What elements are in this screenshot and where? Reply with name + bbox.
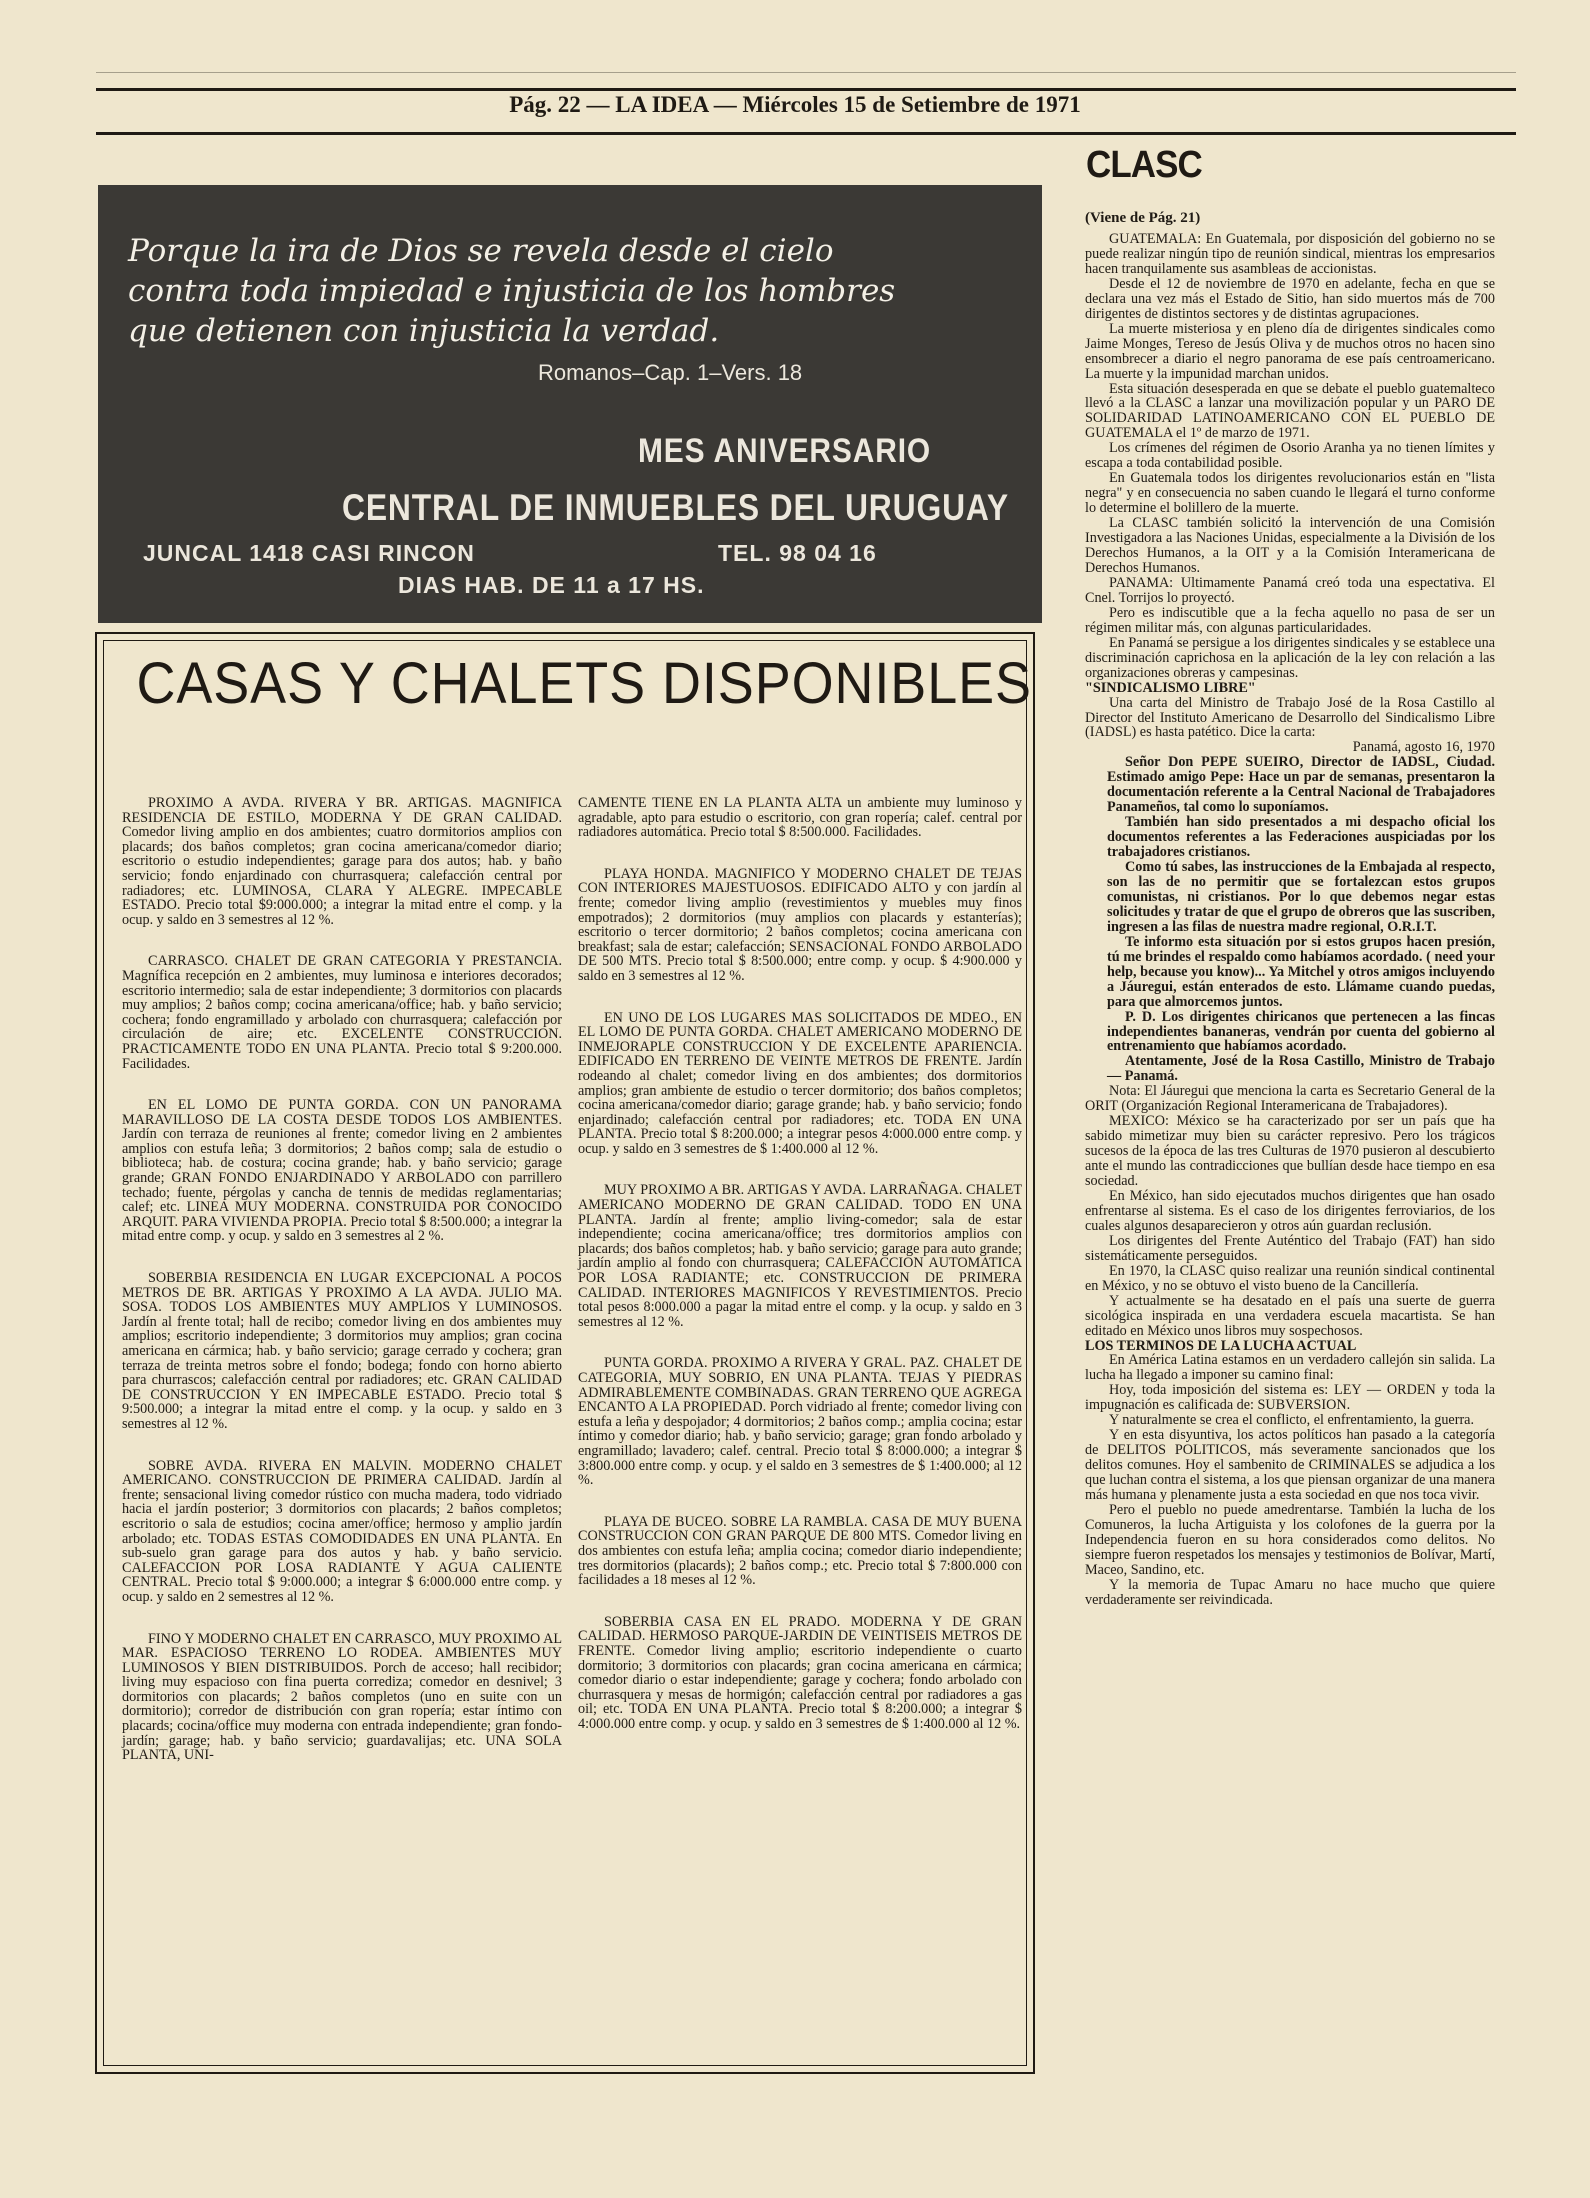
article-paragraph: Una carta del Ministro de Trabajo José de la Rosa Castillo al Director del Instituto Americano de Desarrollo del Sindicalismo Libre (IADSL) es hasta patético. Dice la carta:	[1085, 694, 1495, 741]
article-paragraph: Nota: El Jáuregui que menciona la carta es Secretario General de la ORIT (Organización Regional Interamericana de Trabajadores).	[1085, 1083, 1495, 1115]
listing-item: PROXIMO A AVDA. RIVERA Y BR. ARTIGAS. MAGNIFICA RESIDENCIA DE ESTILO, MODERNA Y DE GRAN CALIDAD. Comedor living amplio en dos ambientes; cuatro dormitorios amplios con placards; dos baños completos; gran cocina americana/comedor diario; escritorio o estudio independientes; garage para dos autos; hab. y baño servicio; fondo enjardinado con churrasquera; calefacción central por radiadores; etc. LUMINOSA, CLARA Y ALEGRE. IMPECABLE ESTADO. Precio total $9:000.000; a integrar la mitad entre el comp. y la ocup. y saldo en 3 semestres al 12 %.	[122, 795, 562, 928]
article-paragraph: Y naturalmente se crea el conflicto, el enfrentamiento, la guerra.	[1109, 1412, 1475, 1429]
article-paragraph: Y la memoria de Tupac Amaru no hace mucho que quiere verdaderamente ser reivindicada.	[1085, 1576, 1495, 1608]
letter-paragraph: Como tú sabes, las instrucciones de la Embajada al respecto, son las de no permitir que se fortalezcan estos grupos comunistas, ni cristianos. Por lo que debemos negar estas solicitudes y tratar de que el grupo de obreros que las suscriben, ingresen a las filas de nuestra madre regional, O.R.I.T.	[1107, 859, 1495, 935]
ad-verse-line: contra toda impiedad e injusticia de los hombres	[128, 273, 896, 309]
article-paragraph: Desde el 12 de noviembre de 1970 en adelante, fecha en que se declara una vez más el Estado de Sitio, han sido muertos más de 700 dirigentes de distintos sectores y de distintas agrupaciones.	[1085, 275, 1495, 322]
ad-verse-line: que detienen con injusticia la verdad.	[128, 313, 720, 349]
article-paragraph: En 1970, la CLASC quiso realizar una reunión sindical continental en México, y no se obtuvo el visto bueno de la Cancillería.	[1085, 1262, 1495, 1294]
article-paragraph: En Guatemala todos los dirigentes revolucionarios están en "lista negra" y en consecuencia no saben cuando le llegará el turno conforme lo determine el bolillero de la muerte.	[1085, 470, 1495, 517]
ad-phone: TEL. 98 04 16	[718, 540, 877, 566]
article-subheading: "SINDICALISMO LIBRE"	[1085, 679, 1256, 696]
article-paragraph: Pero el pueblo no puede amedrentarse. También la lucha de los Comuneros, la lucha Artiguista y los colofones de la guerra por la Independencia fueron en su hora considerados como delitos. No siempre fueron respetados los mensajes y testimonios de Bolívar, Martí, Maceo, Sandino, etc.	[1085, 1502, 1495, 1578]
letter-paragraph: Te informo esta situación por si estos grupos hacen presión, tú me brindes el respaldo como habíamos acordado. ( need your help, because you know)... Ya Mitchel y otros amigos incluyendo a Jáuregui, están enterados de esto. Llámame cuando puedas, para que almorcemos juntos.	[1107, 933, 1495, 1010]
listing-item: MUY PROXIMO A BR. ARTIGAS Y AVDA. LARRAÑAGA. CHALET AMERICANO MODERNO DE GRAN CALIDAD. TODO EN UNA PLANTA. Jardín al frente; amplio living-comedor; sala de estar independiente; cocina americana/office; tres dormitorios amplios con placards; dos baños completos; hab. y baño servicio; garage para auto grande; jardín amplio al fondo con churrasquera; CALEFACCION AUTOMATICA POR LOSA RADIANTE; etc. CONSTRUCCION DE PRIMERA CALIDAD. INTERIORES MAGNIFICOS Y REVESTIMIENTOS. Precio total pesos 8:000.000 a pagar la mitad entre el comp. y la ocup. y saldo en 3 semestres al 12 %.	[578, 1182, 1022, 1330]
ad-address: JUNCAL 1418 CASI RINCON	[143, 540, 475, 566]
article-body	[1085, 232, 1495, 1608]
article-subheading: LOS TERMINOS DE LA LUCHA ACTUAL	[1085, 1337, 1357, 1354]
article-paragraph: Hoy, toda imposición del sistema es: LEY — ORDEN y toda la impugnación es calificada de: SUBVERSION.	[1085, 1382, 1495, 1414]
letter-date: Panamá, agosto 16, 1970	[1352, 739, 1495, 756]
listing-item: SOBERBIA RESIDENCIA EN LUGAR EXCEPCIONAL A POCOS METROS DE BR. ARTIGAS Y PROXIMO A LA AVDA. JULIO MA. SOSA. TODOS LOS AMBIENTES MUY AMPLIOS Y LUMINOSOS. Jardín al frente total; hall de recibo; comedor living en dos ambientes muy amplios; escritorio independiente; 3 dormitorios muy amplios; gran cocina americana en cármica; hab. y baño servicio; garage cerrado y cochera; gran terraza de treinta metros sobre el fondo; bodega; fondo con horno abierto para churrascos; calefacción central por radiadores; etc. GRAN CALIDAD DE CONSTRUCCION Y EN IMPECABLE ESTADO. Precio total $ 9:500.000; a integrar la mitad entre el comp. y la ocup. y saldo en 3 semestres al 12 %.	[122, 1270, 562, 1432]
article-paragraph: En Panamá se persigue a los dirigentes sindicales y se establece una discriminación caprichosa en la aplicación de la ley con relación a las organizaciones obreras y campesinas.	[1085, 634, 1495, 681]
page-header: Pág. 22 — LA IDEA — Miércoles 15 de Setiembre de 1971	[509, 92, 1081, 117]
listing-item: PUNTA GORDA. PROXIMO A RIVERA Y GRAL. PAZ. CHALET DE CATEGORIA, MUY SOBRIO, EN UNA PLANTA. TEJAS Y PIEDRAS ADMIRABLEMENTE COMBINADAS. GRAN TERRENO QUE AGREGA ENCANTO A LA PROPIEDAD. Porch vidriado al frente; comedor living con estufa a leña y despojador; 4 dormitorios; 2 baños comp.; amplia cocina; estar íntimo y comedor diario; hab. y baño servicio; garage; gran fondo arbolado y engramillado; lavadero; calef. central. Precio total $ 8:000.000; a integrar $ 3:800.000 entre comp. y ocup. y el saldo en 3 semestres de $ 1:400.000; al 12 %.	[578, 1355, 1022, 1489]
listing-item: CAMENTE TIENE EN LA PLANTA ALTA un ambiente muy luminoso y agradable, apto para estudio o escritorio, con gran ropería; calef. central por radiadores automática. Precio total $ 8:500.000. Facilidades.	[578, 795, 1022, 841]
article-paragraph: Y actualmente se ha desatado en el país una suerte de guerra sicológica inspirada en una verdadera escuela macartista. Se han editado en México unos libros muy sospechosos.	[1085, 1292, 1495, 1339]
listings-left-column	[122, 796, 562, 1790]
top-faint-rule	[96, 72, 1516, 73]
letter-paragraph: También han sido presentados a mi despacho oficial los documentos referentes a las Federaciones auspiciadas por los trabajadores cristianos.	[1107, 814, 1495, 861]
letter-paragraph: P. D. Los dirigentes chiricanos que pertenecen a las fincas independientes bananeras, vendrán por cuenta del gobierno al entrenamiento que habíamos acordado.	[1107, 1008, 1495, 1055]
article-paragraph: Los crímenes del régimen de Osorio Aranha ya no tienen límites y escapa a toda contabilidad posible.	[1085, 440, 1495, 472]
header-rule-bottom	[96, 132, 1516, 135]
listings-middle-column	[578, 796, 1022, 1758]
listing-item: SOBERBIA CASA EN EL PRADO. MODERNA Y DE GRAN CALIDAD. HERMOSO PARQUE-JARDIN DE VEINTISEIS METROS DE FRENTE. Comedor living amplio; escritorio independiente o cuarto dormitorio; 3 dormitorios con placards; gran cocina americana en cármica; comedor diario o estar independiente; garage y cochera; fondo arbolado con churrasquera y mesas de hormigón; calefacción central por radiadores a gas oil; etc. TODA EN UNA PLANTA. Precio total $ 8:200.000; a integrar $ 4:000.000 entre comp. y ocup. y saldo en 3 semestres de $ 1:400.000 al 12 %.	[578, 1613, 1022, 1732]
listing-item: SOBRE AVDA. RIVERA EN MALVIN. MODERNO CHALET AMERICANO. CONSTRUCCION DE PRIMERA CALIDAD. Jardín al frente; sensacional living comedor rústico con mucha madera, todo vidriado hacia el jardín posterior; 3 dormitorios con placards; 2 baños completos; escritorio o sala de estudios; cocina amer/office; hermoso y amplio jardín arbolado; etc. TODAS ESTAS COMODIDADES EN UNA PLANTA. En sub-suelo gran garage para dos autos y hab. y baño servicio. CALEFACCION POR LOSA RADIANTE Y AGUA CALIENTE CENTRAL. Precio total $ 9:000.000; a integrar $ 6:000.000 entre comp. y ocup. y saldo en 2 semestres al 12 %.	[122, 1457, 562, 1605]
listing-item: PLAYA DE BUCEO. SOBRE LA RAMBLA. CASA DE MUY BUENA CONSTRUCCION CON GRAN PARQUE DE 800 MTS. Comedor living en dos ambientes con estufa leña; amplia cocina; comedor diario independiente; tres dormitorios (placards); 2 baños comp.; etc. Precio total $ 7:800.000 con facilidades a 18 meses al 12 %.	[578, 1513, 1022, 1589]
ad-bible-reference: Romanos–Cap. 1–Vers. 18	[538, 360, 803, 385]
ad-hours: DIAS HAB. DE 11 a 17 HS.	[398, 572, 705, 598]
article-paragraph: En México, han sido ejecutados muchos dirigentes que han osado enfrentarse al sistema. Es el caso de los dirigentes ferroviarios, de los cuales algunos desaparecieron y otros aún guardan reclusión.	[1085, 1188, 1495, 1234]
article-paragraph: MEXICO: México se ha caracterizado por ser un país que ha sabido mimetizar muy bien su carácter represivo. Pero los trágicos sucesos de la época de las tres Culturas de 1970 pusieron al descubierto ante el mundo las contradicciones que bullían desde hace tiempo en esa sociedad.	[1085, 1113, 1495, 1190]
advertisement	[98, 185, 1042, 623]
listings-title: CASAS Y CHALETS DISPONIBLES	[136, 651, 1032, 716]
ad-company-name: CENTRAL DE INMUEBLES DEL URUGUAY	[342, 487, 1009, 528]
article-title: CLASC	[1086, 144, 1202, 186]
ad-verse-line: Porque la ira de Dios se revela desde el cielo	[128, 233, 834, 269]
article-paragraph: Los dirigentes del Frente Auténtico del Trabajo (FAT) han sido sistemáticamente perseguidos.	[1085, 1232, 1495, 1264]
listing-item: EN EL LOMO DE PUNTA GORDA. CON UN PANORAMA MARAVILLOSO DE LA COSTA DESDE TODOS LOS AMBIENTES. Jardín con terraza de reuniones al frente; comedor living en 2 ambientes amplios con estufa leña; 3 dormitorios; 2 baños comp; sala de estudio o biblioteca; hab. de costura; cocina grande; hab. y baño servicio; garage grande; GRAN FONDO ENJARDINADO Y ARBOLADO con parrillero techado; fuente, pérgolas y cancha de tennis de medidas reglamentarias; calef; etc. LINEA MUY MODERNA. CONSTRUIDA POR CONOCIDO ARQUIT. PARA VIVIENDA PROPIA. Precio total $ 8:500.000; a integrar la mitad entre comp. y ocup. y saldo en 3 semestres al 2 %.	[122, 1097, 562, 1245]
letter-signature: Atentamente, José de la Rosa Castillo, Ministro de Trabajo — Panamá.	[1107, 1053, 1495, 1085]
article-paragraph: La CLASC también solicitó la intervención de una Comisión Investigadora a las Naciones Unidas, especialmente a la División de los Derechos Humanos, a la OIT y a la Comisión Interamericana de Derechos Humanos.	[1085, 515, 1495, 576]
article-paragraph: PANAMA: Ultimamente Panamá creó toda una espectativa. El Cnel. Torrijos lo proyectó.	[1085, 574, 1495, 606]
header-rule-top	[96, 88, 1516, 91]
article-paragraph: Pero es indiscutible que a la fecha aquello no pasa de ser un régimen militar más, con algunas particularidades.	[1085, 604, 1495, 636]
listing-item: FINO Y MODERNO CHALET EN CARRASCO, MUY PROXIMO AL MAR. ESPACIOSO TERRENO LO RODEA. AMBIENTES MUY LUMINOSOS Y BIEN DISTRIBUIDOS. Porch de acceso; hall recibidor; living muy espacioso con fina puerta corrediza; comedor en desnivel; 3 dormitorios con placards; 2 baños completos (uno en suite con un dormitorio); corredor de distribución con gran ropería; estar íntimo con placards; cocina/office muy moderna con entrada independiente; gran fondo-jardín; garage; hab. y baño servicio; guardavalijas; etc. UNA SOLA PLANTA, UNI-	[122, 1630, 562, 1764]
article-paragraph: Y en esta disyuntiva, los actos políticos han pasado a la categoría de DELITOS POLITICOS, más severamente sancionados que los delitos comunes. Hoy el sambenito de CRIMINALES se adjudica a los que luchan contra el sistema, a los que piensan organizar de una manera más humana y plenamente justa a esta sociedad en que nos toca vivir.	[1085, 1427, 1495, 1504]
article-paragraph: GUATEMALA: En Guatemala, por disposición del gobierno no se puede realizar ningún tipo de reunión sindical, mientras los empresarios hacen tranquilamente sus asambleas de accionistas.	[1085, 231, 1495, 277]
listing-item: CARRASCO. CHALET DE GRAN CATEGORIA Y PRESTANCIA. Magnífica recepción en 2 ambientes, muy luminosa e interiores decorados; escritorio intermedio; sala de estar independiente; 3 dormitorios con placards muy amplios; 2 baños comp; cocina americana/office; hab. y baño servicio; cochera; fondo engramillado y arbolado con churrasquera; calefacción por circulación de aire; etc. EXCELENTE CONSTRUCCION. PRACTICAMENTE TODO EN UNA PLANTA. Precio total $ 9:200.000. Facilidades.	[122, 953, 562, 1072]
listing-item: EN UNO DE LOS LUGARES MAS SOLICITADOS DE MDEO., EN EL LOMO DE PUNTA GORDA. CHALET AMERICANO MODERNO DE INMEJORAPLE CONSTRUCCION Y DE EXCELENTE APARIENCIA. EDIFICADO EN TERRENO DE VEINTE METROS DE FRENTE. Jardín rodeando al chalet; comedor living en dos ambientes; dos dormitorios amplios; gran ambiente de estudio o tercer dormitorio; dos baños completos; cocina americana/comedor diario; garage grande; hab. y baño servicio; fondo enjardinado; calefacción central por radiadores; etc. TODA EN UNA PLANTA. Precio total $ 8:200.000; a integrar pesos 4:000.000 entre comp. y ocup. y saldo en 3 semestres de $ 1:400.000 al 12 %.	[578, 1009, 1022, 1157]
article-continued-note: (Viene de Pág. 21)	[1085, 210, 1201, 226]
listing-item: PLAYA HONDA. MAGNIFICO Y MODERNO CHALET DE TEJAS CON INTERIORES MAJESTUOSOS. EDIFICADO ALTO y con jardín al frente; comedor living amplio (revestimientos y muebles muy finos empotrados); 2 dormitorios (muy amplios con placards y estanterías); escritorio o tercer dormitorio; 2 baños completos; cocina americana con breakfast; sala de estar; calefacción; SENSACIONAL FONDO ARBOLADO DE 500 MTS. Precio total $ 8:500.000; entre comp. y ocup. $ 4:900.000 y saldo en 3 semestres al 12 %.	[578, 865, 1022, 984]
article-paragraph: La muerte misteriosa y en pleno día de dirigentes sindicales como Jaime Monges, Tereso de Jesús Oliva y de muchos otros no hacen sino ensombrecer a diario el negro panorama de ese país centroamericano. La muerte y la impunidad marchan unidos.	[1085, 320, 1495, 382]
ad-title: MES ANIVERSARIO	[638, 432, 932, 470]
article-paragraph: En América Latina estamos en un verdadero callejón sin salida. La lucha ha llegado a imponer su camino final:	[1085, 1352, 1495, 1384]
article-paragraph: Esta situación desesperada en que se debate el pueblo guatemalteco llevó a la CLASC a lanzar una movilización popular y un PARO DE SOLIDARIDAD LATINOAMERICANO CON EL PUEBLO DE GUATEMALA el 1º de marzo de 1971.	[1085, 380, 1495, 442]
letter-paragraph: Señor Don PEPE SUEIRO, Director de IADSL, Ciudad. Estimado amigo Pepe: Hace un par de semanas, presentaron la documentación referente a la Central Nacional de Trabajadores Panameños, tal como lo suponíamos.	[1107, 754, 1495, 816]
